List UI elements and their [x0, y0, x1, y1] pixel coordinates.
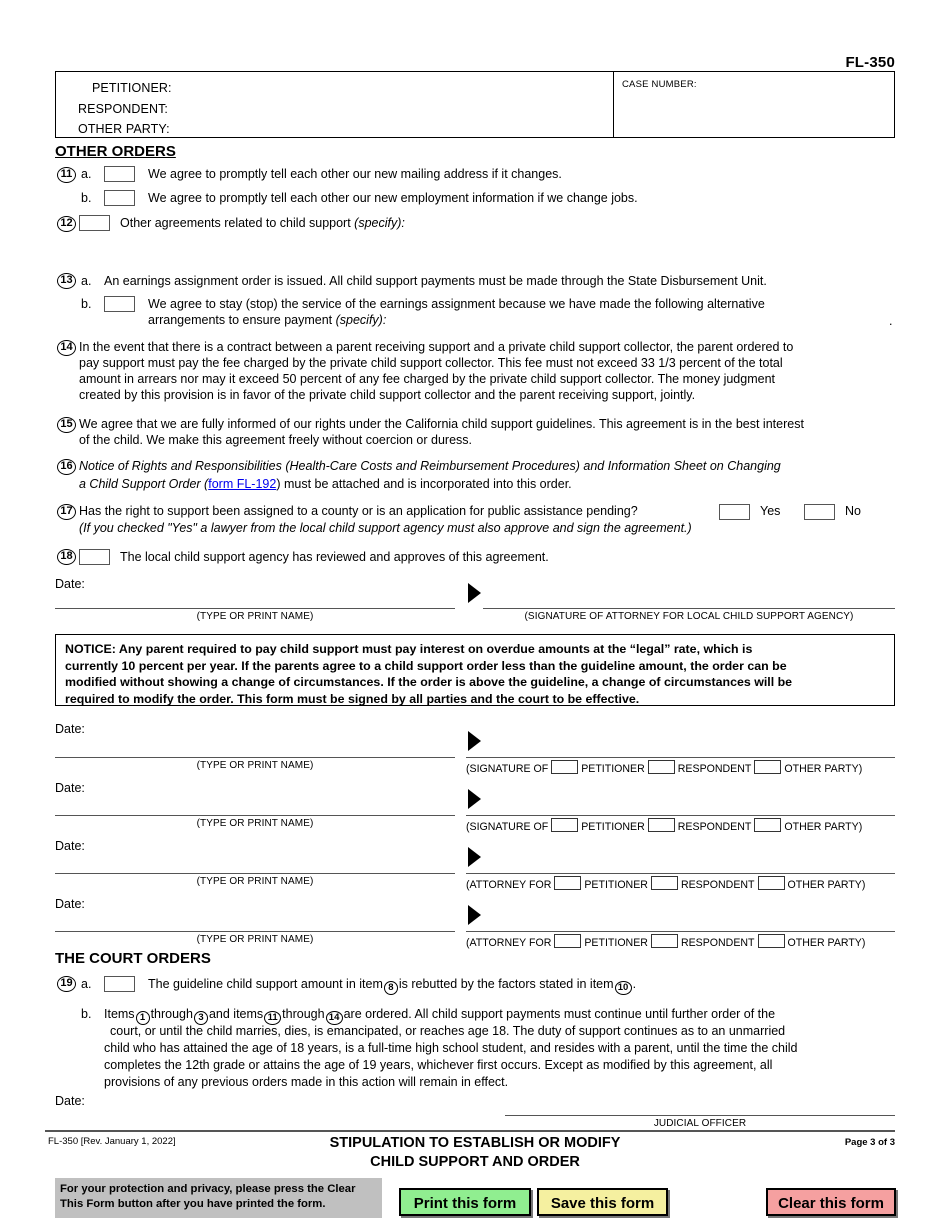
signature-rule-name-party-2[interactable] [55, 815, 455, 816]
signature-rule-sig-attorney-1[interactable] [466, 873, 895, 874]
footer-divider [45, 1130, 895, 1132]
item-13a-text: An earnings assignment order is issued. All child support payments must be made through the State Disbursement Unit. [104, 274, 767, 288]
other-party-label-sig-1: OTHER PARTY) [784, 763, 863, 775]
attorney-party-labels-2 [466, 934, 865, 949]
item-19b-line3: child who has attained the age of 18 years, is a full-time high school student, and resides with a parent, until the time the child [104, 1041, 798, 1055]
attorney-party-labels-1 [466, 876, 865, 891]
item-number-15: 15 [57, 417, 76, 433]
signature-rule-sig-lcsa[interactable] [483, 608, 895, 609]
checkbox-petitioner-sig-1[interactable] [551, 760, 578, 774]
other-party-label-sig-2: OTHER PARTY) [784, 821, 863, 833]
item-13b-specify: (specify): [335, 313, 387, 327]
item-number-14: 14 [57, 340, 76, 356]
caption-type-or-print-name-attorney-1: (TYPE OR PRINT NAME) [196, 876, 314, 887]
item-16-line1: Notice of Rights and Responsibilities (Health-Care Costs and Reimbursement Procedures) and Information Sheet on Changing [79, 459, 781, 473]
caption-signature-attorney-lcsa: (SIGNATURE OF ATTORNEY FOR LOCAL CHILD SUPPORT AGENCY) [524, 611, 854, 622]
caption-box [55, 71, 895, 138]
privacy-notice-line2: This Form button after you have printed the form. [60, 1198, 326, 1210]
checkbox-item-17-no[interactable] [804, 504, 835, 520]
item-12-text [120, 216, 405, 232]
item-11b-letter: b. [81, 191, 92, 205]
case-number-panel [614, 72, 894, 137]
other-party-label-atty-2: OTHER PARTY) [787, 937, 866, 949]
item-13-trailing-dot: . [889, 314, 893, 328]
notice-line4: required to modify the order. This form must be signed by all parties and the court to be effective. [65, 691, 640, 706]
checkbox-other-party-atty-2[interactable] [758, 934, 785, 948]
item-ref-11: 11 [264, 1011, 281, 1025]
petitioner-label-sig-1: PETITIONER [581, 763, 645, 775]
item-19b-line1 [104, 1007, 775, 1025]
privacy-notice-line1: For your protection and privacy, please press the Clear [60, 1183, 356, 1195]
signature-rule-name-party-1[interactable] [55, 757, 455, 758]
date-label-attorney-1: Date: [55, 839, 85, 853]
signature-rule-name-attorney-2[interactable] [55, 931, 455, 932]
footer-title [0, 1134, 950, 1172]
respondent-label: RESPONDENT: [78, 101, 169, 116]
item-16-pre: a Child Support Order ( [79, 477, 209, 491]
checkbox-item-18[interactable] [79, 549, 110, 565]
footer-revision: FL-350 [Rev. January 1, 2022] [48, 1136, 176, 1147]
date-label-lcsa: Date: [55, 577, 85, 591]
checkbox-item-19a[interactable] [104, 976, 135, 992]
item-19a-text [148, 977, 636, 995]
item-17-question: Has the right to support been assigned to a county or is an application for public assistance pending? [79, 504, 638, 518]
caption-type-or-print-name-party-1: (TYPE OR PRINT NAME) [196, 760, 314, 771]
attorney-for-label-2: (ATTORNEY FOR [466, 937, 552, 949]
respondent-label-atty-1: RESPONDENT [680, 879, 755, 891]
item-17-yes-label: Yes [760, 504, 781, 518]
item-ref-3: 3 [194, 1011, 208, 1025]
item-ref-8: 8 [384, 981, 398, 995]
checkbox-other-party-sig-1[interactable] [754, 760, 781, 774]
signature-rule-name-lcsa[interactable] [55, 608, 455, 609]
petitioner-label: PETITIONER: [92, 81, 172, 95]
footer-title-line1: STIPULATION TO ESTABLISH OR MODIFY [329, 1135, 621, 1151]
item-ref-14: 14 [326, 1011, 343, 1025]
checkbox-petitioner-atty-1[interactable] [554, 876, 581, 890]
notice-line1: NOTICE: Any parent required to pay child support must pay interest on overdue amounts at the “legal” rate, which is [65, 642, 753, 656]
item-11b-text: We agree to promptly tell each other our new employment information if we change jobs. [148, 191, 638, 205]
signature-arrow-icon-party-2 [468, 789, 481, 809]
item-13b-text-line2 [148, 313, 386, 329]
section-heading-court-orders: THE COURT ORDERS [55, 950, 211, 967]
petitioner-label-atty-2: PETITIONER [584, 937, 648, 949]
item-19a-pre: The guideline child support amount in item [148, 977, 383, 991]
signature-rule-sig-attorney-2[interactable] [466, 931, 895, 932]
caption-judicial-officer: JUDICIAL OFFICER [653, 1118, 747, 1129]
signature-arrow-icon-party-1 [468, 731, 481, 751]
print-form-button[interactable]: Print this form [399, 1188, 531, 1216]
case-number-label: CASE NUMBER: [622, 79, 697, 90]
signature-rule-sig-party-2[interactable] [466, 815, 895, 816]
signature-rule-name-attorney-1[interactable] [55, 873, 455, 874]
respondent-label-sig-2: RESPONDENT [677, 821, 752, 833]
caption-type-or-print-name-party-2: (TYPE OR PRINT NAME) [196, 818, 314, 829]
item-12-specify: (specify): [354, 216, 405, 230]
signature-arrow-icon-attorney-2 [468, 905, 481, 925]
item-number-18: 18 [57, 549, 76, 565]
item-13b-letter: b. [81, 297, 92, 311]
section-heading-other-orders: OTHER ORDERS [55, 143, 176, 160]
item-12-label: Other agreements related to child support [120, 216, 355, 230]
item-16-line2 [79, 477, 572, 493]
item-13b-text-line1: We agree to stay (stop) the service of the earnings assignment because we have made the following alternative [148, 297, 765, 311]
signature-of-label-1: (SIGNATURE OF [466, 763, 549, 775]
item-ref-1: 1 [136, 1011, 150, 1025]
signature-party-labels-1 [466, 760, 862, 775]
item-16-post: ) must be attached and is incorporated into this order. [276, 477, 572, 491]
signature-rule-judicial-officer[interactable] [505, 1115, 895, 1116]
item-19a-letter: a. [81, 977, 92, 991]
checkbox-respondent-atty-2[interactable] [651, 934, 678, 948]
checkbox-petitioner-atty-2[interactable] [554, 934, 581, 948]
item-17-note: (If you checked "Yes" a lawyer from the local child support agency must also approve and sign the agreement.) [79, 521, 692, 535]
item-19b-w2: and items [208, 1007, 264, 1021]
item-19b-letter: b. [81, 1007, 92, 1021]
item-number-11: 11 [57, 167, 76, 183]
item-14-line1: In the event that there is a contract between a parent receiving support and a private child support collector, the parent ordered to [79, 340, 794, 354]
item-19b-line2: court, or until the child marries, dies, is emancipated, or reaches age 18. The duty of support continues as to an unmarried [110, 1024, 786, 1038]
checkbox-respondent-sig-1[interactable] [648, 760, 675, 774]
signature-rule-sig-party-1[interactable] [466, 757, 895, 758]
petitioner-label-atty-1: PETITIONER [584, 879, 648, 891]
notice-line2: currently 10 percent per year. If the parents agree to a child support order less than the guideline amount, the order can be [65, 658, 787, 673]
clear-form-button[interactable]: Clear this form [766, 1188, 896, 1216]
item-number-19: 19 [57, 976, 76, 992]
item-14-line4: created by this provision is in favor of the private child support collector and the parent receiving support, jointly. [79, 388, 696, 402]
other-party-label-atty-1: OTHER PARTY) [787, 879, 866, 891]
checkbox-item-11a[interactable] [104, 166, 135, 182]
footer-title-line2: CHILD SUPPORT AND ORDER [370, 1154, 580, 1170]
item-15-line1: We agree that we are fully informed of our rights under the California child support guidelines. This agreement is in the best interest [79, 417, 804, 431]
item-19a-post: . [632, 977, 637, 991]
item-13b-label: arrangements to ensure payment [148, 313, 336, 327]
other-party-label: OTHER PARTY: [78, 122, 170, 136]
item-19b-w1: through [150, 1007, 193, 1021]
item-ref-10: 10 [615, 981, 632, 995]
checkbox-respondent-sig-2[interactable] [648, 818, 675, 832]
signature-arrow-icon-attorney-1 [468, 847, 481, 867]
save-form-button[interactable]: Save this form [537, 1188, 668, 1216]
item-number-13: 13 [57, 273, 76, 289]
checkbox-respondent-atty-1[interactable] [651, 876, 678, 890]
respondent-label-atty-2: RESPONDENT [680, 937, 755, 949]
checkbox-other-party-sig-2[interactable] [754, 818, 781, 832]
item-number-12: 12 [57, 216, 76, 232]
footer-page-number: Page 3 of 3 [844, 1137, 895, 1148]
checkbox-other-party-atty-1[interactable] [758, 876, 785, 890]
date-label-judicial: Date: [55, 1094, 85, 1108]
notice-line3: modified without showing a change of circumstances. If the order is above the guideline, a change of circumstances will be [65, 675, 793, 690]
privacy-notice-box [55, 1178, 382, 1218]
item-19b-line4: completes the 12th grade or attains the age of 19 years, whichever first occurs. Except as modified by this agreement, all [104, 1058, 773, 1072]
item-18-text: The local child support agency has reviewed and approves of this agreement. [120, 550, 549, 564]
form-fl192-link[interactable]: form FL-192 [208, 477, 277, 491]
signature-arrow-icon-lcsa [468, 583, 481, 603]
item-14-line3: amount in arrears nor may it exceed 50 percent of any fee charged by the private child support collector. The money judgment [79, 372, 775, 386]
date-label-party-1: Date: [55, 722, 85, 736]
item-number-16: 16 [57, 459, 76, 475]
item-19b-line5: provisions of any previous orders made in this action will remain in effect. [104, 1075, 509, 1089]
checkbox-petitioner-sig-2[interactable] [551, 818, 578, 832]
petitioner-label-sig-2: PETITIONER [581, 821, 645, 833]
date-label-party-2: Date: [55, 781, 85, 795]
item-number-17: 17 [57, 504, 76, 520]
attorney-for-label-1: (ATTORNEY FOR [466, 879, 552, 891]
item-15-line2: of the child. We make this agreement freely without coercion or duress. [79, 433, 473, 447]
item-14-line2: pay support must pay the fee charged by the private child support collector. This fee must not exceed 33 1/3 percent of the total [79, 356, 783, 370]
item-17-no-label: No [845, 504, 861, 518]
item-19b-w3: through [282, 1007, 325, 1021]
parties-panel [56, 72, 614, 137]
caption-type-or-print-name-lcsa: (TYPE OR PRINT NAME) [196, 611, 314, 622]
signature-party-labels-2 [466, 818, 862, 833]
notice-box [55, 634, 895, 706]
checkbox-item-13b[interactable] [104, 296, 135, 312]
caption-type-or-print-name-attorney-2: (TYPE OR PRINT NAME) [196, 934, 314, 945]
respondent-label-sig-1: RESPONDENT [677, 763, 752, 775]
signature-of-label-2: (SIGNATURE OF [466, 821, 549, 833]
item-11a-text: We agree to promptly tell each other our new mailing address if it changes. [148, 167, 562, 181]
item-19b-w4: are ordered. All child support payments must continue until further order of the [343, 1007, 776, 1021]
item-11a-letter: a. [81, 167, 92, 181]
checkbox-item-12[interactable] [79, 215, 110, 231]
checkbox-item-17-yes[interactable] [719, 504, 750, 520]
checkbox-item-11b[interactable] [104, 190, 135, 206]
item-13a-letter: a. [81, 274, 92, 288]
form-number: FL-350 [845, 54, 895, 71]
item-19b-pre: Items [104, 1007, 135, 1021]
item-19a-mid: is rebutted by the factors stated in item [398, 977, 614, 991]
date-label-attorney-2: Date: [55, 897, 85, 911]
